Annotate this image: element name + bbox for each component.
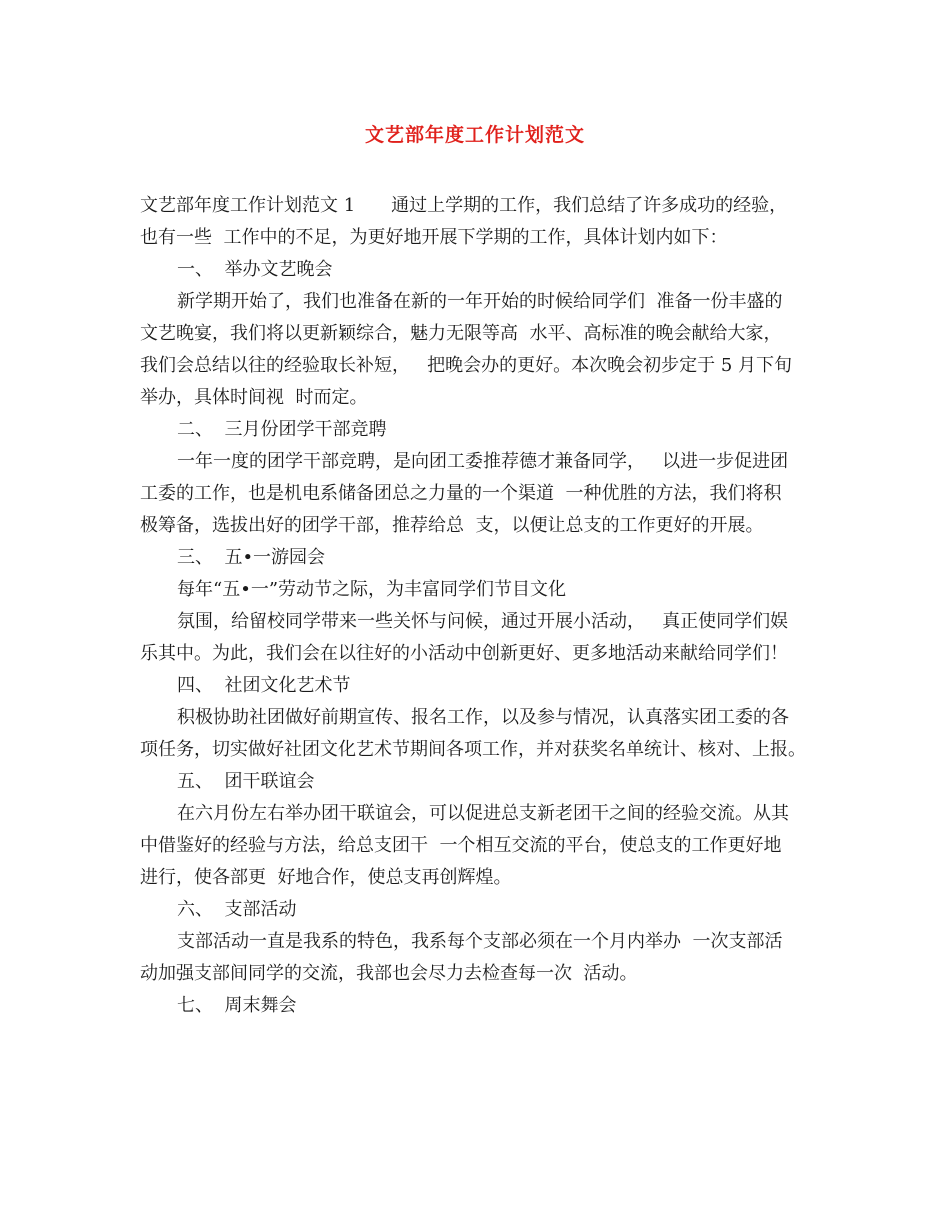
- document-line: 五、 团干联谊会: [177, 771, 315, 792]
- document-line: 项任务，切实做好社团文化艺术节期间各项工作，并对获奖名单统计、核对、上报。: [140, 739, 806, 760]
- document-line: 极筹备，选拔出好的团学干部，推荐给总 支，以便让总支的工作更好的开展。: [140, 515, 764, 536]
- document-line: 中借鉴好的经验与方法，给总支团干 一个相互交流的平台，使总支的工作更好地: [140, 835, 782, 856]
- document-line: 文艺晚宴，我们将以更新颖综合，魅力无限等高 水平、高标准的晚会献给大家，: [140, 323, 782, 344]
- document-line: 举办，具体时间视 时而定。: [140, 387, 368, 408]
- document-line: 动加强支部间同学的交流，我部也会尽力去检查每一次 活动。: [140, 963, 638, 984]
- document-title: 文艺部年度工作计划范文: [364, 124, 585, 146]
- document-line: 进行，使各部更 好地合作，使总支再创辉煌。: [140, 867, 512, 888]
- document-line: 每年“五•一”劳动节之际，为丰富同学们节目文化: [177, 579, 567, 600]
- document-line: 新学期开始了，我们也准备在新的一年开始的时候给同学们 准备一份丰盛的: [177, 291, 783, 312]
- document-line: 一年一度的团学干部竞聘，是向团工委推荐德才兼备同学， 以进一步促进团: [177, 451, 789, 472]
- document-line: 二、 三月份团学干部竞聘: [177, 419, 387, 440]
- document-line: 氛围，给留校同学带来一些关怀与问候，通过开展小活动， 真正使同学们娱: [177, 611, 789, 632]
- document-line: 积极协助社团做好前期宣传、报名工作，以及参与情况，认真落实团工委的各: [177, 707, 789, 728]
- document-line: 六、 支部活动: [177, 899, 297, 920]
- document-line: 工委的工作，也是机电系储备团总之力量的一个渠道 一种优胜的方法，我们将积: [140, 483, 782, 504]
- document-body: [140, 190, 820, 1022]
- document-line: 文艺部年度工作计划范文 1 通过上学期的工作，我们总结了许多成功的经验，: [140, 195, 788, 216]
- document-line: 七、 周末舞会: [177, 995, 297, 1016]
- document-line: 三、 五•一游园会: [177, 547, 326, 568]
- document-line: 乐其中。为此，我们会在以往好的小活动中创新更好、更多地活动来献给同学们！: [140, 643, 788, 664]
- document-line: 四、 社团文化艺术节: [177, 675, 351, 696]
- document-line: 也有一些 工作中的不足，为更好地开展下学期的工作，具体计划内如下：: [140, 227, 728, 248]
- document-line: 一、 举办文艺晚会: [177, 259, 333, 280]
- document-line: 支部活动一直是我系的特色，我系每个支部必须在一个月内举办 一次支部活: [177, 931, 783, 952]
- document-line: 我们会总结以往的经验取长补短， 把晚会办的更好。本次晚会初步定于 5 月下旬: [140, 355, 793, 376]
- document-line: 在六月份左右举办团干联谊会，可以促进总支新老团干之间的经验交流。从其: [177, 803, 789, 824]
